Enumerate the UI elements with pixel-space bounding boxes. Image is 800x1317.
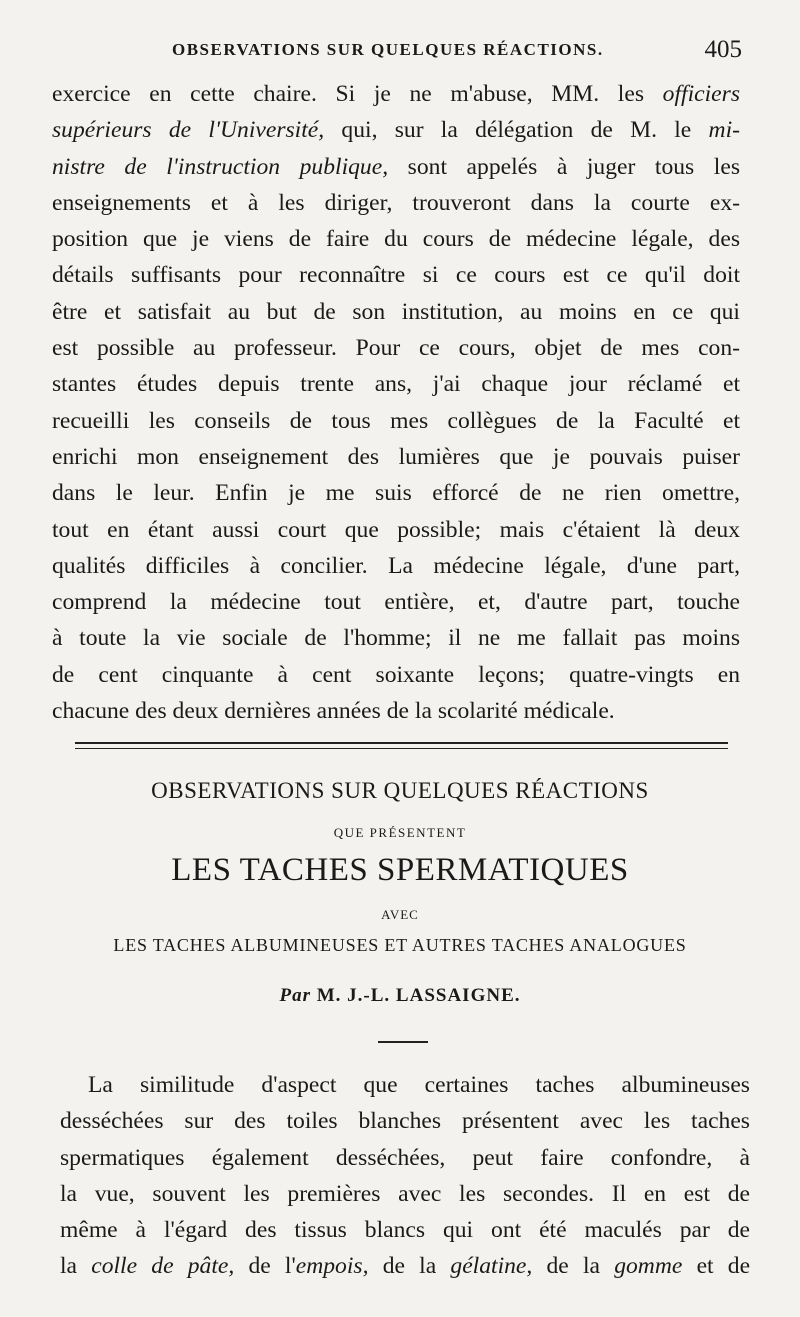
- text-line: enrichi mon enseignement des lumières que je pouvais puiser: [52, 443, 740, 470]
- title-separator-rule: [378, 1041, 428, 1043]
- article-title-connector: QUE PRÉSENTENT: [333, 825, 467, 840]
- text-line: la vue, souvent les premières avec les secondes. Il en est de: [60, 1180, 750, 1207]
- text-line: nistre de l'instruction publique, sont appelés à juger tous les: [52, 153, 741, 180]
- running-head: [52, 36, 742, 70]
- article-subtitle: LES TACHES ALBUMINEUSES ET AUTRES TACHES ANALOGUES: [113, 935, 687, 955]
- article-author: [52, 985, 748, 1007]
- text-line: desséchées sur des toiles blanches présentent avec les taches: [60, 1108, 750, 1135]
- text-line: détails suffisants pour reconnaître si ce cours est ce qu'il doit: [52, 262, 740, 289]
- text-line: même à l'égard des tissus blancs qui ont été maculés par de: [60, 1217, 750, 1244]
- page-number: 405: [704, 36, 742, 63]
- text-line: position que je viens de faire du cours de médecine légale, des: [52, 226, 740, 253]
- text-line: comprend la médecine tout entière, et, d'autre part, touche: [52, 589, 740, 616]
- article-main-title: LES TACHES SPERMATIQUES: [171, 852, 629, 888]
- text-line: La similitude d'aspect que certaines taches albumineuses: [88, 1072, 750, 1098]
- article-title: OBSERVATIONS SUR QUELQUES RÉACTIONS: [151, 778, 649, 803]
- running-title: OBSERVATIONS SUR QUELQUES RÉACTIONS.: [172, 40, 604, 59]
- text-line: à toute la vie sociale de l'homme; il ne me fallait pas moins: [52, 625, 740, 652]
- text-line: tout en étant aussi court que possible; mais c'étaient là deux: [52, 516, 740, 543]
- text-line: être et satisfait au but de son institution, au moins en ce qui: [52, 298, 740, 325]
- text-line: stantes études depuis trente ans, j'ai chaque jour réclamé et: [52, 371, 740, 398]
- text-line: spermatiques également desséchées, peut faire confondre, à: [60, 1144, 750, 1171]
- author-prefix: Par: [279, 985, 311, 1006]
- text-line: la colle de pâte, de l'empois, de la gélatine, de la gomme et de: [60, 1253, 751, 1280]
- article-title-avec: AVEC: [381, 907, 419, 922]
- text-line: est possible au professeur. Pour ce cours, objet de mes con-: [52, 335, 740, 362]
- paragraph-closing: [52, 76, 740, 729]
- text-line: qualités difficiles à concilier. La médecine légale, d'une part,: [52, 552, 740, 579]
- text-line: dans le leur. Enfin je me suis efforcé de ne rien omettre,: [52, 480, 740, 507]
- paragraph-article-opening: [60, 1067, 750, 1285]
- text-line: recueilli les conseils de tous mes collègues de la Faculté et: [52, 407, 740, 434]
- author-name: M. J.-L. LASSAIGNE.: [316, 985, 521, 1006]
- text-line: supérieurs de l'Université, qui, sur la délégation de M. le mi-: [52, 117, 740, 144]
- section-double-rule-bottom: [75, 748, 728, 749]
- text-line: chacune des deux dernières années de la scolarité médicale.: [52, 698, 615, 725]
- text-line: de cent cinquante à cent soixante leçons; quatre-vingts en: [52, 661, 740, 688]
- text-line: enseignements et à les diriger, trouveront dans la courte ex-: [52, 189, 740, 216]
- text-line: exercice en cette chaire. Si je ne m'abuse, MM. les officiers: [52, 81, 740, 107]
- section-double-rule-top: [75, 742, 728, 744]
